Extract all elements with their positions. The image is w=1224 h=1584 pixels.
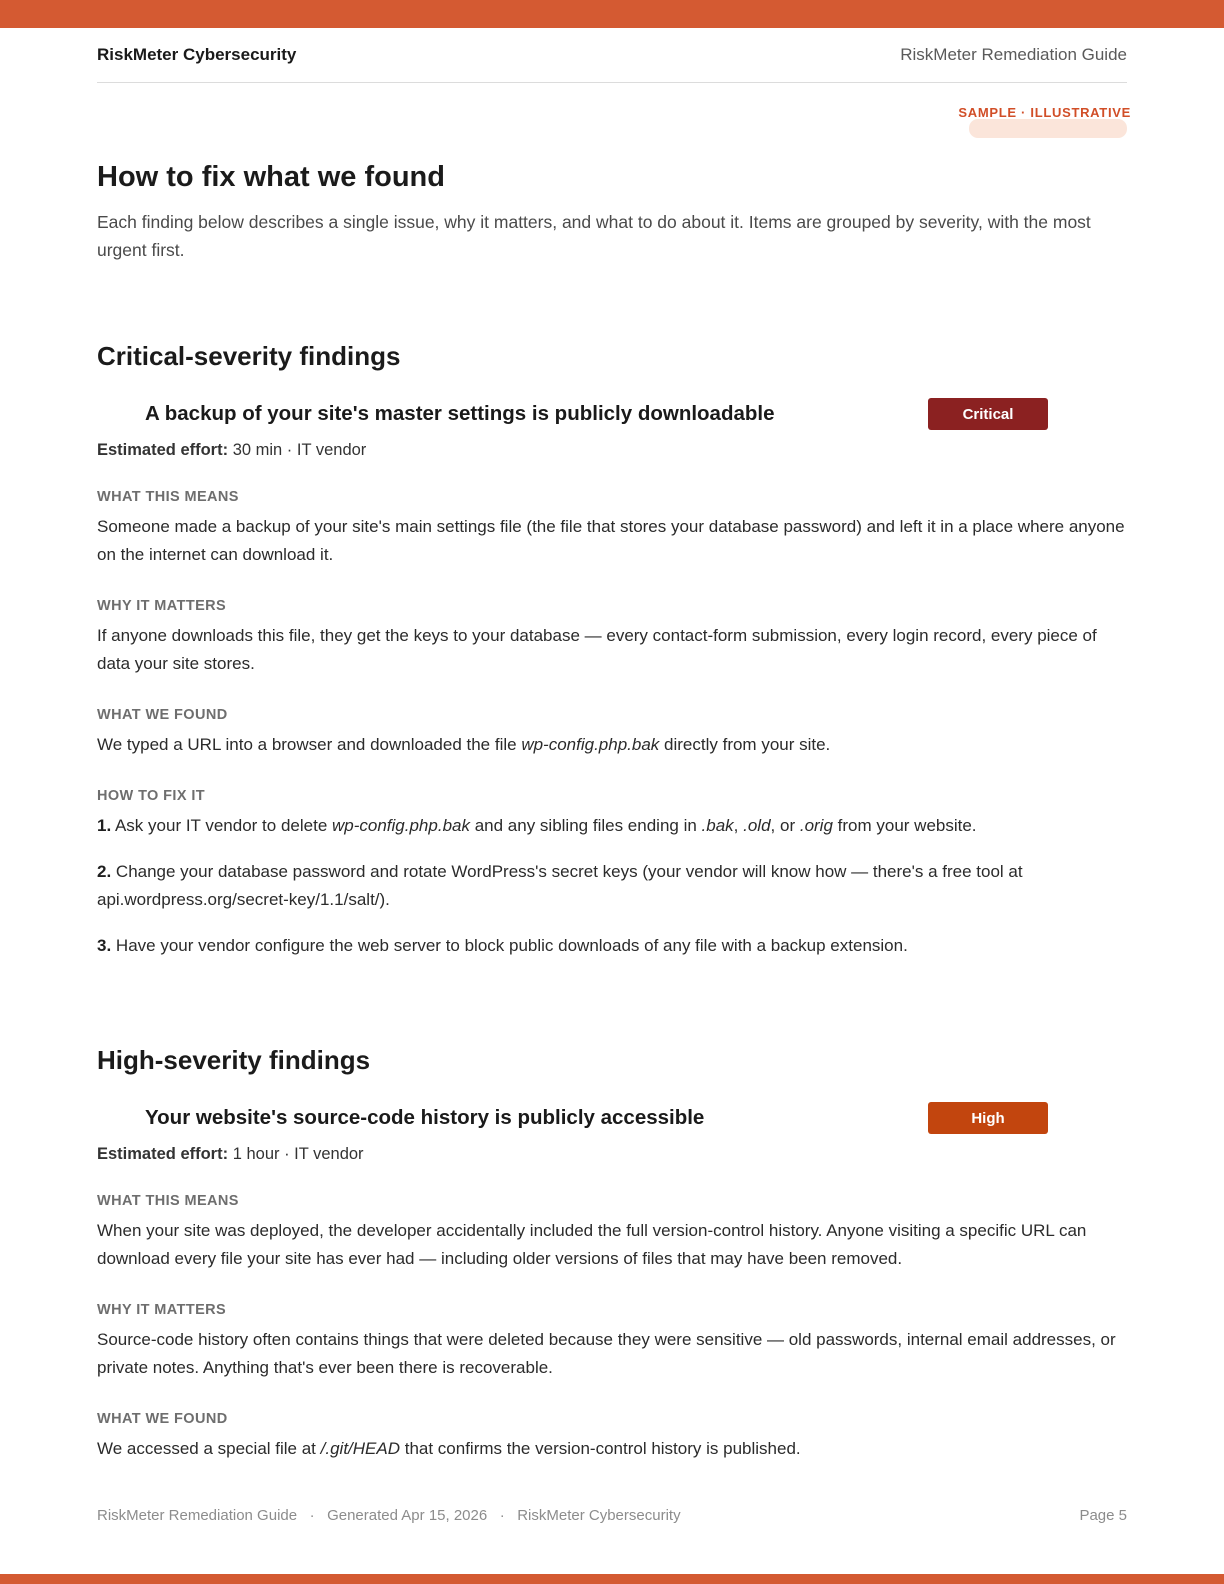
finding-title-critical: A backup of your site's master settings is publicly downloadable bbox=[145, 402, 775, 425]
sample-badge-label: SAMPLE · ILLUSTRATIVE bbox=[958, 105, 1131, 120]
page-footer bbox=[97, 1507, 1127, 1524]
document-title: RiskMeter Remediation Guide bbox=[900, 45, 1127, 64]
estimated-effort-critical bbox=[97, 441, 1127, 460]
severity-badge-critical: Critical bbox=[928, 398, 1048, 430]
high-findings-section bbox=[97, 1044, 1127, 1463]
severity-badge-high: High bbox=[928, 1102, 1048, 1134]
estimated-effort-label: Estimated effort: bbox=[97, 1145, 229, 1163]
finding-header-high bbox=[97, 1102, 1127, 1134]
what-we-found-text: We accessed a special file at /.git/HEAD that confirms the version-control history is published. bbox=[97, 1439, 801, 1458]
finding-title-high: Your website's source-code history is publicly accessible bbox=[145, 1106, 705, 1129]
estimated-effort-label: Estimated effort: bbox=[97, 441, 229, 459]
what-we-found-label: WHAT WE FOUND bbox=[97, 707, 228, 723]
what-this-means-label: WHAT THIS MEANS bbox=[97, 489, 239, 505]
estimated-effort-high bbox=[97, 1145, 1127, 1164]
why-it-matters-label: WHY IT MATTERS bbox=[97, 598, 227, 614]
what-this-means-text: When your site was deployed, the developer accidentally included the full version-control history. Anyone visiting a specific URL can download every file your site has ever had — including older versions of files that may have been removed. bbox=[97, 1221, 1087, 1268]
fix-step-2: 2. Change your database password and rotate WordPress's secret keys (your vendor will know how — there's a free tool at api.wordpress.org/secret-key/1.1/salt/). bbox=[97, 862, 1023, 909]
header-divider bbox=[97, 82, 1127, 83]
what-this-means-label: WHAT THIS MEANS bbox=[97, 1193, 239, 1209]
how-to-fix-label: HOW TO FIX IT bbox=[97, 788, 206, 804]
why-it-matters-text: If anyone downloads this file, they get the keys to your database — every contact-form submission, every login record, every piece of data your site stores. bbox=[97, 626, 1097, 673]
sample-badge-background bbox=[969, 119, 1127, 138]
estimated-effort-value: 1 hour · IT vendor bbox=[232, 1145, 364, 1163]
estimated-effort-value: 30 min · IT vendor bbox=[232, 441, 367, 459]
what-we-found-label: WHAT WE FOUND bbox=[97, 1411, 228, 1427]
page-header bbox=[97, 45, 1127, 65]
why-it-matters-label: WHY IT MATTERS bbox=[97, 1302, 227, 1318]
brand-name: RiskMeter Cybersecurity bbox=[97, 45, 297, 64]
what-we-found-text: We typed a URL into a browser and downloaded the file wp-config.php.bak directly from your site. bbox=[97, 735, 831, 754]
top-accent-bar bbox=[0, 0, 1224, 28]
why-it-matters-text: Source-code history often contains things that were deleted because they were sensitive — old passwords, internal email addresses, or private notes. Anything that's ever been there is recoverable. bbox=[97, 1330, 1116, 1377]
what-this-means-text: Someone made a backup of your site's main settings file (the file that stores your database password) and left it in a place where anyone on the internet can download it. bbox=[97, 517, 1125, 564]
critical-findings-section bbox=[97, 340, 1127, 960]
section-heading-high: High-severity findings bbox=[97, 1045, 371, 1075]
footer-doc-info: RiskMeter Remediation Guide · Generated Apr 15, 2026 · RiskMeter Cybersecurity bbox=[97, 1507, 681, 1524]
intro-paragraph: Each finding below describes a single issue, why it matters, and what to do about it. Items are grouped by severity, with the most urgent first. bbox=[97, 212, 1091, 260]
footer-page-number: Page 5 bbox=[1079, 1507, 1127, 1524]
finding-header-critical bbox=[97, 398, 1127, 430]
section-heading-critical: Critical-severity findings bbox=[97, 341, 401, 371]
page-title: How to fix what we found bbox=[97, 161, 445, 193]
fix-step-1: 1. Ask your IT vendor to delete wp-config.php.bak and any sibling files ending in .bak, .old, or .orig from your website. bbox=[97, 816, 977, 835]
bottom-accent-bar bbox=[0, 1574, 1224, 1584]
sample-badge bbox=[97, 105, 1131, 138]
fix-step-3: 3. Have your vendor configure the web server to block public downloads of any file with a backup extension. bbox=[97, 936, 908, 955]
